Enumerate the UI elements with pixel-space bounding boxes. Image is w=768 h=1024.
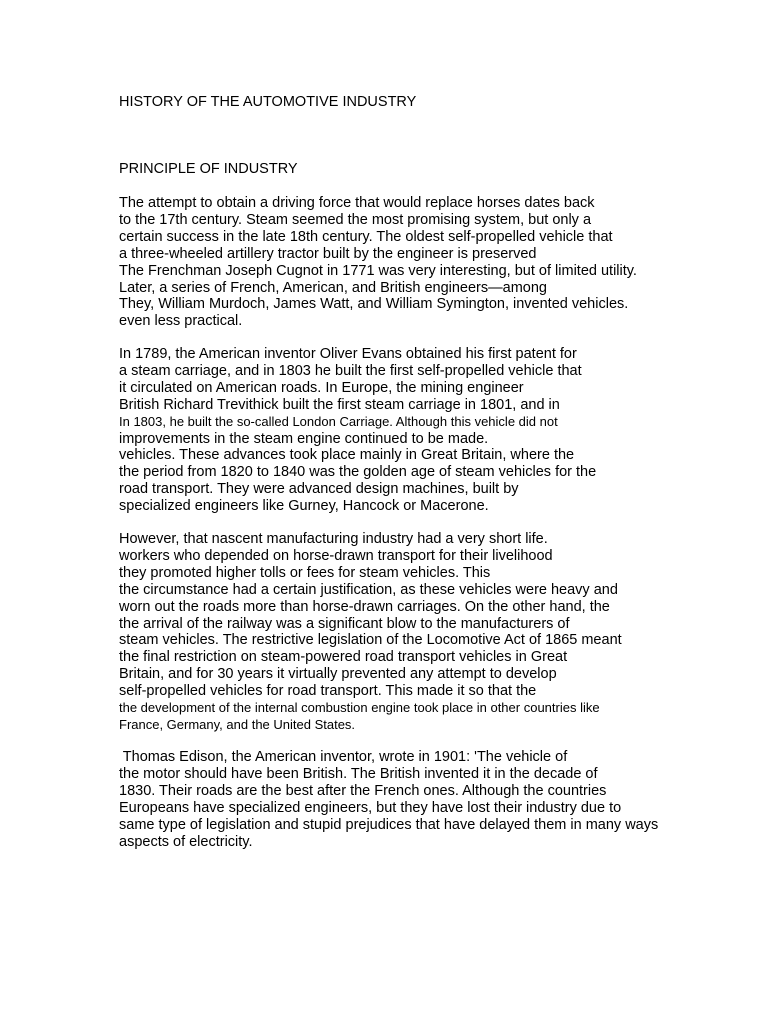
paragraph-line: certain success in the late 18th century. The oldest self-propelled vehicle that <box>119 228 613 245</box>
paragraph-line: workers who depended on horse-drawn transport for their livelihood <box>119 547 553 564</box>
paragraph-line: France, Germany, and the United States. <box>119 716 356 732</box>
paragraph-line: the period from 1820 to 1840 was the golden age of steam vehicles for the <box>119 464 597 481</box>
paragraph-line: vehicles. These advances took place mainly in Great Britain, where the <box>119 447 575 464</box>
paragraph-line: The attempt to obtain a driving force that would replace horses dates back <box>119 195 595 211</box>
paragraph-line: it circulated on American roads. In Europe, the mining engineer <box>119 379 524 396</box>
paragraph-line: same type of legislation and stupid prejudices that have delayed them in many ways <box>119 816 659 833</box>
paragraph-line: a steam carriage, and in 1803 he built the first self-propelled vehicle that <box>119 362 582 379</box>
paragraph-line: improvements in the steam engine continued to be made. <box>119 430 489 447</box>
paragraph-line: aspects of electricity. <box>119 833 253 850</box>
paragraph-line: 1830. Their roads are the best after the French ones. Although the countries <box>119 782 607 799</box>
paragraph-line: to the 17th century. Steam seemed the most promising system, but only a <box>119 211 592 228</box>
paragraph-line: specialized engineers like Gurney, Hancock or Macerone. <box>119 498 489 515</box>
paragraph-line: road transport. They were advanced design machines, built by <box>119 481 519 498</box>
paragraph-3 <box>119 531 622 734</box>
paragraph-line: They, William Murdoch, James Watt, and William Symington, invented vehicles. <box>119 296 629 313</box>
paragraph-line: However, that nascent manufacturing industry had a very short life. <box>119 531 548 547</box>
paragraph-line: the arrival of the railway was a significant blow to the manufacturers of <box>119 615 570 632</box>
paragraph-line: Britain, and for 30 years it virtually prevented any attempt to develop <box>119 666 557 683</box>
paragraph-line: In 1789, the American inventor Oliver Evans obtained his first patent for <box>119 346 577 362</box>
paragraph-line: worn out the roads more than horse-drawn carriages. On the other hand, the <box>119 598 610 615</box>
paragraph-line: a three-wheeled artillery tractor built by the engineer is preserved <box>119 245 537 262</box>
paragraph-line: even less practical. <box>119 313 243 330</box>
paragraph-4 <box>119 749 658 850</box>
paragraph-2 <box>119 346 596 515</box>
section-heading: PRINCIPLE OF INDUSTRY <box>119 161 298 177</box>
paragraph-line: self-propelled vehicles for road transport. This made it so that the <box>119 683 537 700</box>
paragraph-line: the final restriction on steam-powered road transport vehicles in Great <box>119 649 568 666</box>
paragraph-1 <box>119 195 637 330</box>
paragraph-line: they promoted higher tolls or fees for steam vehicles. This <box>119 564 491 581</box>
paragraph-line: British Richard Trevithick built the first steam carriage in 1801, and in <box>119 396 560 413</box>
document-title: HISTORY OF THE AUTOMOTIVE INDUSTRY <box>119 94 417 110</box>
paragraph-line: In 1803, he built the so-called London Carriage. Although this vehicle did not <box>119 413 558 429</box>
paragraph-line: the development of the internal combustion engine took place in other countries like <box>119 700 600 716</box>
paragraph-line: The Frenchman Joseph Cugnot in 1771 was very interesting, but of limited utility. <box>119 262 637 279</box>
paragraph-line: Later, a series of French, American, and British engineers—among <box>119 279 547 296</box>
paragraph-line: the motor should have been British. The British invented it in the decade of <box>119 765 598 782</box>
paragraph-line: Thomas Edison, the American inventor, wrote in 1901: 'The vehicle of <box>119 749 568 765</box>
paragraph-line: steam vehicles. The restrictive legislation of the Locomotive Act of 1865 meant <box>119 632 622 649</box>
paragraph-line: the circumstance had a certain justification, as these vehicles were heavy and <box>119 581 618 598</box>
paragraph-line: Europeans have specialized engineers, but they have lost their industry due to <box>119 799 622 816</box>
